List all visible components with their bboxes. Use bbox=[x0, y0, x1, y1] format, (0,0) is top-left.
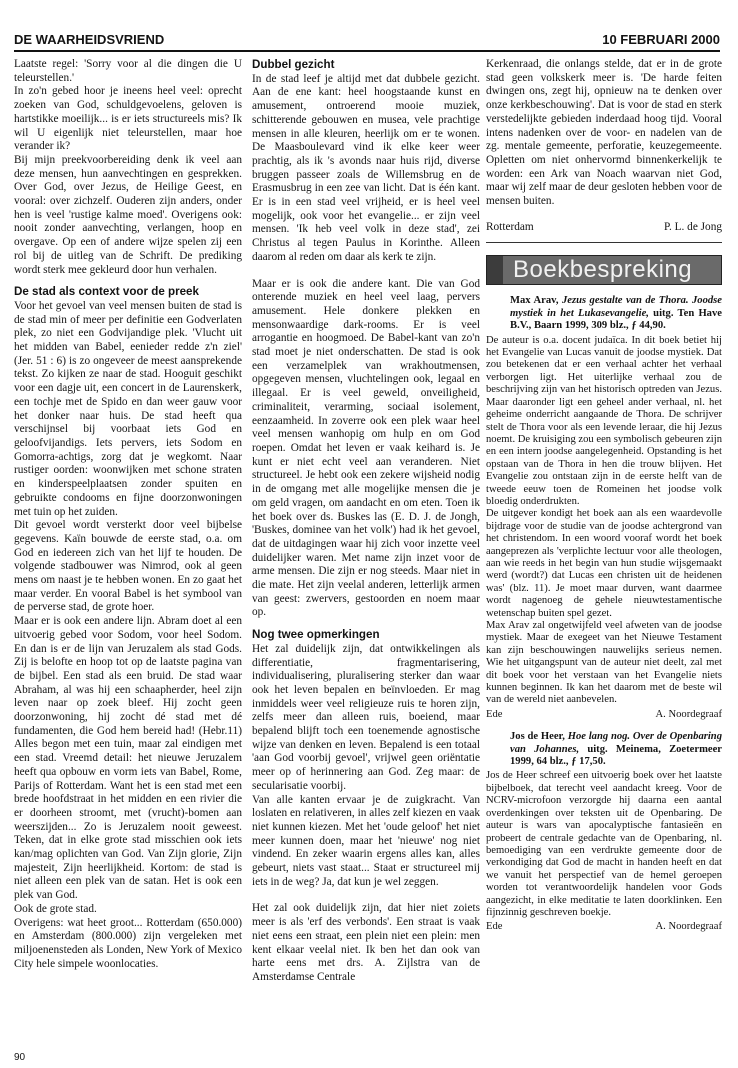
section-heading: Dubbel gezicht bbox=[252, 58, 335, 71]
divider bbox=[486, 242, 722, 243]
review-signature bbox=[486, 921, 722, 933]
paragraph: Maar er is ook die andere kant. Die van God onterende muziek en heel veel laag, pervers amusement. Hele donkere plekken en mensonwaardige dark-rooms. Er is veel arrogantie en hoogmoed. De Babel-kant van zo'n stad moet je niet onderschatten. De stad is ook een verzamelplek van wrakhoutmensen, opgegeven mensen, vluchtelingen ook, legaal en illegaal. Er is veel geweld, onveiligheid, criminaliteit, verarming, sociaal isolement, eenzaamheid. In zoverre ook een plek waar heel veel mensen wanhopig om hulp en om God roepen. Omdat het leven er vaak keihard is. Je kunt er niet echt veel aan veranderen. Niet structureel. Je hebt ook een zekere wijsheid nodig in de omgang met alle mogelijke mensen die je om geld vragen, om aandacht en om eten. Toen ik het boek over ds. Buskes las (E. D. J. de Jongh, 'Buskes, dominee van het volk') had ik het gevoel, dat de uitdagingen waar hij zich voor inzette veel duidelijker waren. Met name zijn inzet voor de arme mensen. Die zijn er nog steeds. Maar niet in die mate. Het zijn veelal anderen, letterlijk armen van geest: zwervers, gestoorden en noem maar op. bbox=[252, 277, 480, 619]
boekbespreking-banner bbox=[486, 255, 722, 285]
review-publisher: uitg. Meinema, Zoetermeer 1999, 64 blz., ƒ 17,50. bbox=[510, 743, 722, 768]
paragraph: Max Arav zal ongetwijfeld veel afweten van de joodse mystiek. Maar de exegeet van het Nieuwe Testament kan zijn beschouwingen nauwelijks serieus nemen. Wie het uitgangspunt van de auteur niet deelt, zal met dit boek voor het verstaan van het Evangelie niets kunnen beginnen. Ik kan het daarom met de beste wil van de wereld niet aanbevelen. bbox=[486, 620, 722, 706]
paragraph: Kerkenraad, die onlangs stelde, dat er in de grote stad geen volkskerk meer is. 'De harde feiten dwingen ons, zegt hij, opnieuw na te denken over onze kerkbeschouwing'. Dat is voor de stad en sterk verstedelijkte gebieden inderdaad hoog tijd. Vooral intens nadenken over de voor- en nadelen van de zg. mentale gemeente, perforatie, keuzegemeente. Opletten om niet onhervormd binnenkerkelijk te worden: een Ark van Noach waarvan niet God, maar wij zelf maar de deur gesloten hebben voor de mensen buiten. bbox=[486, 58, 722, 208]
signature-author: A. Noordegraaf bbox=[655, 921, 722, 933]
book-review-2 bbox=[486, 731, 722, 934]
review-author: Max Arav, bbox=[510, 295, 559, 307]
paragraph: Jos de Heer schreef een uitvoerig boek over het laatste bijbelboek, dat terecht veel aandacht kreeg. Voor de NCRV-microfoon verzorgde hij daarna een aantal overdenkingen over teksten uit de Openbaring. De auteur is wars van apocalyptische fantasieën en probeert de centrale gedachte van de Openbaring, nl. bemoediging van een verdrukte gemeente door de verkondiging dat God de macht in handen heeft en dat we vanuit het perspectief van de hemel geroepen worden tot verantwoordelijk handelen voor Gods aangezicht, in elke meditatie te laten doorklinken. Een fijnzinnig geschreven boekje. bbox=[486, 770, 722, 918]
review-heading bbox=[486, 731, 722, 768]
paragraph: Voor het gevoel van veel mensen buiten de stad is de stad min of meer per definitie een Godverlaten plek, zo niet een Godvijandige plek. 'Vlucht uit het midden van Babel, eenieder redde z'n ziel' (Jer. 51 : 6) is zo ongeveer de meest aansprekende tekst. Zo kijken ze naar de stad. Hooguit geschikt voor een dagje uit, een concert in de Laurenskerk, een tochje met de Spido en dan weer gauw voor het donker naar huis. De stad heeft qua verschijnsel bij voorbaat iets God en geloofvijandigs. Iets pervers, iets Sodom en Gomorra-achtigs, zorg dat je wegkomt. Naar rustiger oorden: woonwijken met schone straten en kinderspeelplaatsen zonder spuiten en gebruikte condooms en fijne doorzonwoningen met tuin op het zuiden. bbox=[14, 299, 242, 518]
paragraph: De uitgever kondigt het boek aan als een waardevolle bijdrage voor de studie van de joodse achtergrond van het christendom. In een woord vooraf wordt het boek aangeprezen als 'verplichte lectuur voor alle theologen, aan wie reeds in het begin van hun studie wijsgemaakt werd (wordt?) dat Lucas een christen uit de heidenen was' (blz. 11). Je moet maar durven, want daarmee wordt nagenoeg de gehele nieuwtestamentische wetenschap buiten spel gezet. bbox=[486, 508, 722, 619]
review-heading bbox=[486, 295, 722, 332]
paragraph: Het zal ook duidelijk zijn, dat hier niet zoiets meer is als 'erf des verbonds'. Een straat is vaak niet eens een straat, een plein niet een plein: men kent elkaar veelal niet. Ik ben het dan ook van harte eens met drs. A. Zijlstra van de Amsterdamse Centrale bbox=[252, 902, 480, 983]
header-rule bbox=[14, 50, 720, 52]
article-signature bbox=[486, 221, 722, 235]
column-1 bbox=[14, 58, 242, 971]
signature-author: P. L. de Jong bbox=[663, 220, 722, 233]
signature-author: A. Noordegraaf bbox=[655, 708, 722, 720]
paragraph: Ook de grote stad. bbox=[14, 902, 97, 915]
signature-place: Ede bbox=[486, 708, 503, 720]
paragraph: Het zal duidelijk zijn, dat ontwikkelingen als differentiatie, fragmentarisering, individualisering, pluralisering sterker dan waar ook het leven bepalen en beïnvloeden. Er mag inmiddels weer veel religieuze ruis te horen zijn, zelfs meer dan alleen ruis, boeiend, maar bepalend blijft toch een toenemende agnostische wijze van denken en leven. Bepalend is een totaal 'aan God voorbij gevoel', vrijwel geen oriëntatie meer op of herinnering aan God. Zeg maar: de secularisatie voorbij. bbox=[252, 642, 480, 792]
paragraph: Van alle kanten ervaar je de zuigkracht. Van loslaten en relativeren, in alles zelf kiezen en vaak niet kunnen kiezen. Met het 'oude geloof' het niet meer kunnen doen, maar het 'nieuwe' nog niet vindend. En zeker waarin ergens alles kan, alles gebeurt, niets vast staat... Staat er structureel mij iets in de weg? Ja, dat kun je wel zeggen. bbox=[252, 793, 480, 888]
section-heading: De stad als context voor de preek bbox=[14, 285, 199, 299]
paragraph: In de stad leef je altijd met dat dubbele gezicht. Aan de ene kant: heel hoogstaande kunst en amusement, ontroerend mooie muziek, schitterende gebouwen en musea, vele prachtige mensen in alle kleuren, heerlijk om er te wonen. De Maasboulevard vind ik elke keer weer prachtig, als ik 's avonds naar huis rijd, diverse bruggen passeer zoals de Willemsbrug en de Erasmusbrug in een zee van licht. Dat is één kant. Er is in een stad veel vrijheid, er is heel veel mogelijk, ook voor het evangelie... er zijn veel mensen. 'Ik heb veel volk in deze stad', zei Christus al tegen Paulus in Korinthe. Alleen daarom al reden om daar als kerk te zijn. bbox=[252, 72, 480, 263]
paragraph: Maar er is ook een andere lijn. Abram doet al een uitvoerig gebed voor Sodom, voor heel Sodom. En dan is er de lijn van Jeruzalem als stad Gods. Zij is belofte en hoop tot op de laatste pagina van de bijbel. Een stad als een bruid. De stad waar Abraham, al was hij een schaapherder, heel zijn leven naar op zoek bleef. Hij zocht geen doorzonwoning, hij zocht dé stad met dé fundamenten, die God hem bereid had! (Hebr.11) Alles begon met een tuin, maar zal eindigen met een stad. Vreemd detail: het nieuwe Jeruzalem heeft qua opbouw en vorm iets van Babel, Rome, Parijs of Rotterdam. Want het is een stad met een brede hoofdstraat in het midden en een rivier die er doorheen stroomt, met (vrucht)-bomen aan weerszijden... Zo is Jeruzalem nooit geweest. Teken, dat in elke grote stad misschien ook iets kan/mag oplichten van God. Van Zijn glorie, Zijn majesteit, Zijn heerlijkheid. Kortom: de stad is niet alleen een plek van de satan. Het is ook een plek van God. bbox=[14, 615, 242, 902]
masthead bbox=[14, 32, 720, 50]
paragraph: Laatste regel: 'Sorry voor al die dingen die U teleurstellen.' bbox=[14, 58, 242, 84]
section-heading: Nog twee opmerkingen bbox=[252, 628, 380, 642]
review-book-title: Hoe lang nog. Over de Openbaring van Johannes, bbox=[510, 731, 722, 755]
paragraph: Bij mijn preekvoorbereiding denk ik veel aan deze mensen, hun aanvechtingen en gesprekken. Over God, over Jezus, de Heilige Geest, en vooral: over zichzelf. Ouderen zijn anders, onder hen is veel 'rustige kalme moed'. Overigens ook: nooit zonder aanvechting, verlangen, hoop en overgave. Op een of andere wijze spelen zij een rol bij de uitleg van de Schrift. De prediking wordt sterk mee gekleurd door hun verhalen. bbox=[14, 153, 242, 276]
paragraph: De auteur is o.a. docent judaïca. In dit boek betiet hij het Evangelie van Lucas vanuit de joodse mystiek. Dat zou betekenen dat er een verhaal achter het verhaal verborgen ligt. Het uiterlijke verhaal zou de beschrijving zijn van het historisch optreden van Jezus. Maar daaronder ligt een geheel ander verhaal, nl. het geheime onderricht aangaande de Thora. De schrijver stelt de Thora voor als een levende leraar, die hij Jezus noemt. De kruisiging zou een symbolisch gebeuren zijn en een intern joodse aangelegenheid. Opstanding is het opstaan van de Thora in hen die trouw blijven. Het Evangelie zou ontstaan zijn in de eerste helft van de tweede eeuw toen de Romeinen het joodse volk bloedig onderdrukten. bbox=[486, 334, 722, 507]
issue-date: 10 FEBRUARI 2000 bbox=[602, 32, 720, 47]
page-number: 90 bbox=[14, 1052, 26, 1063]
banner-title: Boekbespreking bbox=[513, 256, 693, 284]
book-review-1 bbox=[486, 295, 722, 721]
paragraph: Dit gevoel wordt versterkt door veel bijbelse gegevens. Kaïn bouwde de eerste stad, o.a. om God en iedereen zich van het lijf te houden. De volgende stadbouwer was Nimrod, ook al geen mens om naast je te hebben wonen. En zo gaat het maar verder. En vooral Babel is het symbool van de perverse stad, de grote hoer. bbox=[14, 519, 242, 614]
review-book-title: Jezus gestalte van de Thora. Joodse mystiek in het Lukasevangelie, bbox=[510, 295, 722, 319]
paragraph: In zo'n gebed hoor je ineens heel veel: oprecht zoeken van God, schuldgevoelens, geloven is hartstikke moeilijk... is er iets structureels mis? Ik wil U eigenlijk niet teleurstellen, maar hoe verander ik? bbox=[14, 85, 242, 153]
publication-name: DE WAARHEIDSVRIEND bbox=[14, 32, 165, 47]
signature-place: Rotterdam bbox=[486, 220, 534, 233]
column-3 bbox=[486, 58, 722, 944]
review-author: Jos de Heer, bbox=[510, 731, 565, 743]
signature-place: Ede bbox=[486, 921, 503, 933]
paragraph: Overigens: wat heet groot... Rotterdam (650.000) en Amsterdam (800.000) zijn vergeleken met miljoenensteden als Londen, New York of Mexico City hele simpele woonlocaties. bbox=[14, 916, 242, 970]
review-publisher: uitg. Ten Have B.V., Baarn 1999, 309 blz., ƒ 44,90. bbox=[510, 307, 722, 332]
column-2 bbox=[252, 58, 480, 985]
review-signature bbox=[486, 709, 722, 721]
